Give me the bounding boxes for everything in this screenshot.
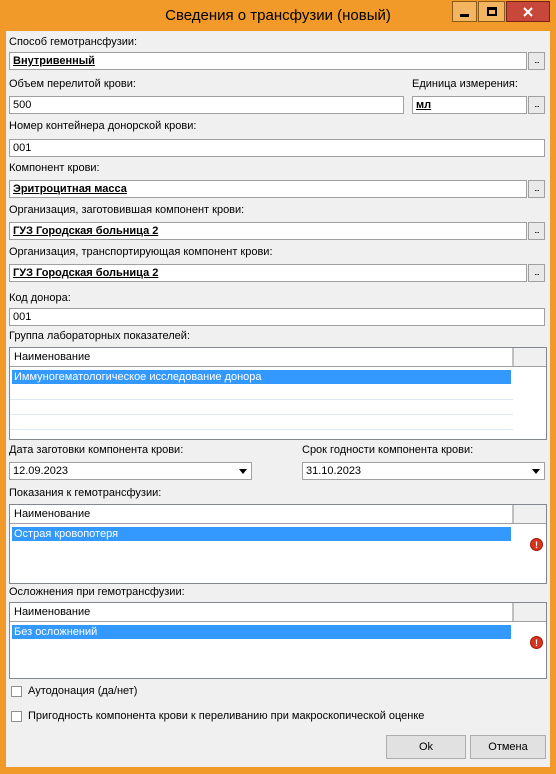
prep-org-label: Организация, заготовившая компонент крови: [9, 204, 245, 216]
indications-grid[interactable] [9, 504, 547, 584]
grid-row-divider [10, 414, 513, 415]
prep-date-picker[interactable] [9, 462, 252, 480]
grid-header [10, 505, 546, 524]
maximize-icon [487, 7, 497, 16]
donor-code-input[interactable]: 001 [9, 308, 545, 326]
close-icon [523, 7, 533, 17]
expiry-date-picker[interactable] [302, 462, 545, 480]
suitability-label: Пригодность компонента крови к переливанию при макроскопической оценке [28, 710, 425, 722]
transport-org-label: Организация, транспортирующая компонент крови: [9, 246, 273, 258]
transfusion-method-browse-button[interactable]: ... [528, 52, 545, 70]
complications-grid[interactable] [9, 602, 547, 679]
complications-label: Осложнения при гемотрансфузии: [9, 586, 185, 598]
donor-code-label: Код донора: [9, 292, 71, 304]
grid-row-divider [10, 399, 513, 400]
column-header-extra [513, 348, 546, 366]
blood-component-field[interactable]: Эритроцитная масса [9, 180, 527, 198]
transport-org-browse-button[interactable]: ... [528, 264, 545, 282]
blood-volume-label: Объем перелитой крови: [9, 78, 136, 90]
expiry-date-dropdown-button[interactable] [527, 463, 544, 479]
window-title: Сведения о трансфузии (новый) [165, 7, 391, 24]
lab-group-label: Группа лабораторных показателей: [9, 330, 191, 342]
suitability-checkbox[interactable] [11, 711, 22, 722]
transfusion-method-field[interactable]: Внутривенный [9, 52, 527, 70]
warning-icon: ! [530, 538, 543, 551]
dialog-body [6, 31, 550, 767]
blood-component-browse-button[interactable]: ... [528, 180, 545, 198]
ok-button[interactable]: Ok [386, 735, 466, 759]
expiry-date-label: Срок годности компонента крови: [302, 444, 474, 456]
column-header-name[interactable]: Наименование [10, 603, 513, 621]
column-header-name[interactable]: Наименование [10, 505, 513, 523]
prep-date-value: 12.09.2023 [13, 465, 69, 477]
indications-label: Показания к гемотрансфузии: [9, 487, 162, 499]
column-header-extra [513, 505, 546, 523]
grid-row-selected[interactable]: Острая кровопотеря [12, 527, 511, 541]
grid-row-selected[interactable]: Без осложнений [12, 625, 511, 639]
autodonation-label: Аутодонация (да/нет) [28, 685, 138, 697]
chevron-down-icon [239, 469, 247, 474]
unit-label: Единица измерения: [412, 78, 518, 90]
container-number-input[interactable]: 001 [9, 139, 545, 157]
grid-header [10, 348, 546, 367]
prep-org-field[interactable]: ГУЗ Городская больница 2 [9, 222, 527, 240]
minimize-button[interactable] [452, 1, 477, 22]
prep-date-dropdown-button[interactable] [234, 463, 251, 479]
prep-org-browse-button[interactable]: ... [528, 222, 545, 240]
blood-component-label: Компонент крови: [9, 162, 100, 174]
transfusion-method-label: Способ гемотрансфузии: [9, 36, 138, 48]
unit-browse-button[interactable]: ... [528, 96, 545, 114]
minimize-icon [460, 14, 469, 17]
prep-date-label: Дата заготовки компонента крови: [9, 444, 184, 456]
close-button[interactable] [506, 1, 550, 22]
transport-org-field[interactable]: ГУЗ Городская больница 2 [9, 264, 527, 282]
column-header-extra [513, 603, 546, 621]
expiry-date-value: 31.10.2023 [306, 465, 362, 477]
container-number-label: Номер контейнера донорской крови: [9, 120, 197, 132]
grid-header [10, 603, 546, 622]
chevron-down-icon [532, 469, 540, 474]
blood-volume-input[interactable]: 500 [9, 96, 404, 114]
unit-field[interactable]: мл [412, 96, 527, 114]
grid-row-divider [10, 429, 513, 430]
grid-row-selected[interactable]: Иммуногематологическое исследование донора [12, 370, 511, 384]
warning-icon: ! [530, 636, 543, 649]
maximize-button[interactable] [478, 1, 505, 22]
title-bar[interactable] [0, 0, 556, 31]
cancel-button[interactable]: Отмена [470, 735, 546, 759]
column-header-name[interactable]: Наименование [10, 348, 513, 366]
autodonation-checkbox[interactable] [11, 686, 22, 697]
lab-group-grid[interactable] [9, 347, 547, 440]
